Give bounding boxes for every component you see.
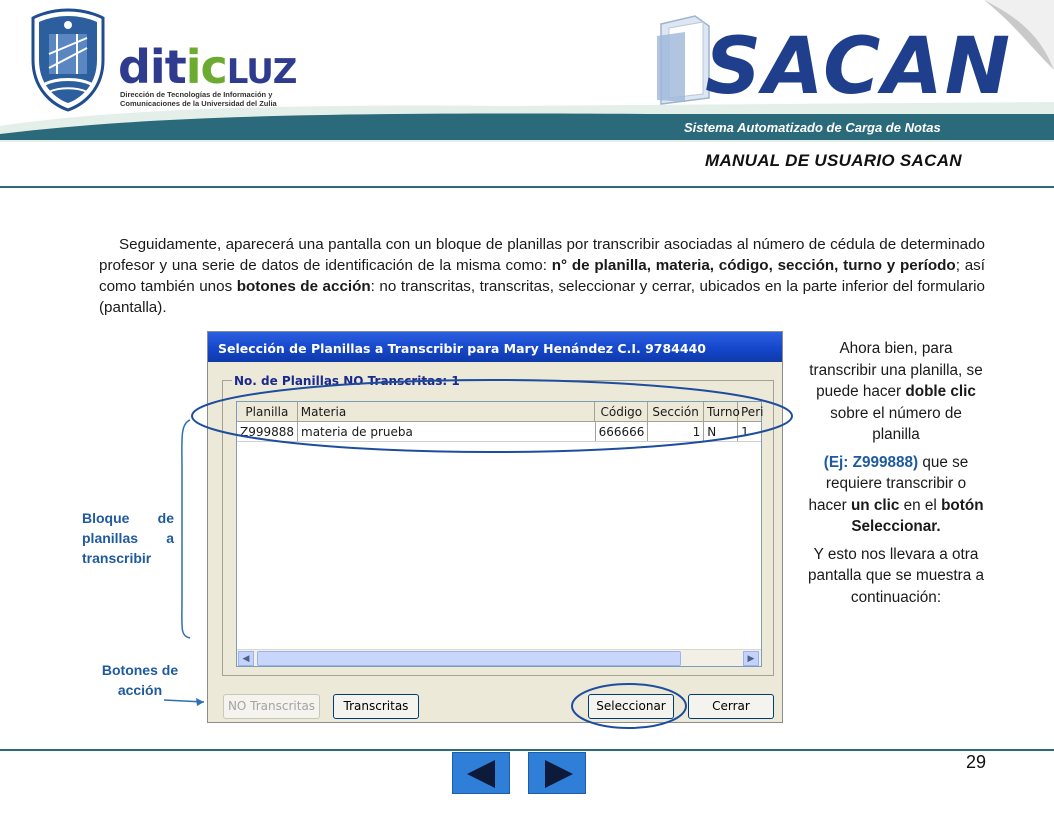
arrow-left-icon [453, 753, 511, 795]
manual-title: MANUAL DE USUARIO SACAN [705, 151, 962, 170]
pending-group [222, 374, 774, 676]
next-page-button[interactable] [528, 752, 586, 794]
table-row[interactable] [237, 422, 761, 442]
column-header-materia[interactable]: Materia [298, 402, 596, 421]
seleccionar-button[interactable]: Seleccionar [588, 694, 674, 719]
label-botones-accion: Botones de acción [101, 662, 179, 698]
action-buttons-arrow [164, 700, 204, 702]
page-header [0, 0, 1054, 190]
side-example: (Ej: Z999888) [823, 453, 919, 471]
side-bold-1b: doble clic [905, 383, 976, 400]
bracket-brace [182, 420, 190, 638]
intro-paragraph [99, 234, 985, 318]
grid-header [237, 402, 764, 422]
ditic-word-c: LUZ [226, 52, 297, 92]
page-curl-icon [984, 0, 1054, 70]
planillas-grid [236, 401, 762, 667]
column-header-codigo[interactable]: Código [595, 402, 648, 421]
no-transcritas-button[interactable]: NO Transcritas [223, 694, 320, 719]
side-bold-2c: un clic [850, 496, 900, 514]
side-paragraph-3: Y esto nos llevara a otra pantalla que se muestra a continuación: [807, 545, 985, 606]
transcritas-button[interactable]: Transcritas [333, 694, 419, 719]
selection-window [207, 331, 783, 723]
ditic-word-b: ic [185, 40, 227, 94]
header-divider [0, 186, 1054, 188]
arrow-head-icon [196, 698, 204, 706]
arrow-right-icon [529, 753, 587, 795]
sacan-subtitle: Sistema Automatizado de Carga de Notas [684, 120, 941, 135]
side-paragraph-2 [806, 452, 986, 538]
intro-bold-2: botones de acción [236, 278, 371, 295]
side-bold-2e: botón Seleccionar. [851, 496, 984, 535]
side-text-1c: sobre el número de planilla [830, 404, 962, 443]
ditic-word-a: dit [118, 40, 186, 94]
footer-divider [0, 749, 1054, 751]
column-header-planilla[interactable]: Planilla [237, 402, 298, 421]
intro-text-3: : no transcritas, transcritas, seleccionar y cerrar, ubicados en la parte inferior del formulario (pantalla). [99, 278, 986, 316]
label-bloque-planillas: Bloque de planillas a transcribir [82, 510, 174, 566]
column-header-periodo[interactable]: Peri [741, 405, 764, 419]
scroll-left-icon[interactable]: ◀ [238, 651, 254, 666]
university-seal-icon [27, 8, 109, 112]
ditic-subtitle: Dirección de Tecnologías de Información y Comunicaciones de la Universidad del Zulia [120, 90, 277, 108]
cell-seccion[interactable]: 1 [648, 422, 704, 441]
side-text-1a: Ahora bien, para transcribir una planilla, se puede hacer [809, 340, 983, 400]
intro-bold-1: n° de planilla, materia, código, sección, turno y período [551, 257, 956, 274]
previous-page-button[interactable] [452, 752, 510, 794]
side-text-2d: en el [899, 496, 942, 514]
window-title: Selección de Planillas a Transcribir para Mary Henández C.I. 9784440 [208, 332, 782, 362]
intro-text-1: Seguidamente, aparecerá una pantalla con un bloque de planillas por transcribir asociadas al número de cédula de determinado profesor y una serie de datos de identificación de la misma como: [99, 236, 985, 274]
pending-group-label: No. de Planillas NO Transcritas: 1 [234, 374, 460, 388]
cell-turno[interactable]: N [704, 422, 738, 441]
scroll-right-icon[interactable]: ▶ [743, 651, 759, 666]
sacan-logo-word: SACAN [705, 22, 1013, 112]
side-explanation [806, 338, 986, 614]
cell-codigo[interactable]: 666666 [596, 422, 649, 441]
column-header-seccion[interactable]: Sección [648, 402, 704, 421]
page-number: 29 [966, 752, 987, 772]
side-paragraph-1 [806, 338, 986, 446]
cell-planilla[interactable]: Z999888 [237, 422, 298, 441]
cell-periodo[interactable]: 1 [741, 425, 749, 439]
column-header-turno[interactable]: Turno [704, 402, 738, 421]
side-text-2b: que se requiere transcribir o hacer [808, 453, 969, 514]
cerrar-button[interactable]: Cerrar [688, 694, 774, 719]
horizontal-scrollbar[interactable] [237, 649, 761, 666]
intro-text-2: ; así como también unos [99, 257, 985, 295]
cell-materia[interactable]: materia de prueba [298, 422, 596, 441]
scroll-thumb[interactable] [257, 651, 681, 666]
